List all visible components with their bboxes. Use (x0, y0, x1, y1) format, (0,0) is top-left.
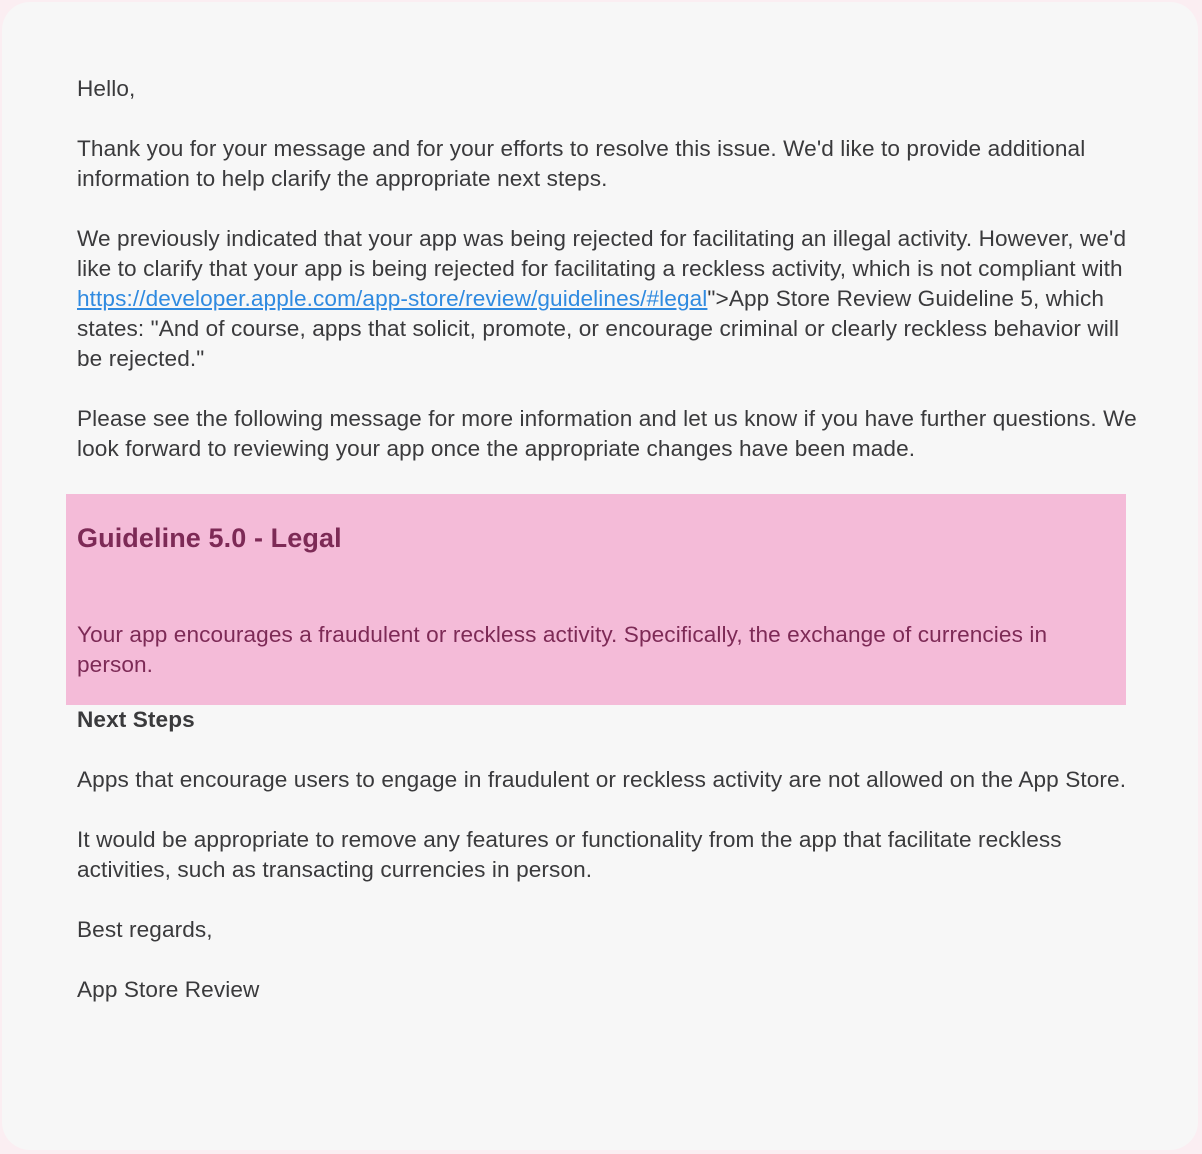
intro-paragraph: Thank you for your message and for your efforts to resolve this issue. We'd like to provide additional information to help clarify the appropriate next steps. (77, 136, 1086, 191)
signature: App Store Review (77, 977, 260, 1002)
guideline-highlight-box (66, 494, 1126, 705)
message-card (2, 2, 1198, 1150)
clarification-text-after-link: ">App Store Review Guideline 5, which states: "And of course, apps that solicit, promote, or encourage criminal or clearly reckless behavior will be rejected." (77, 286, 1120, 371)
next-steps-paragraph-2: It would be appropriate to remove any features or functionality from the app that facilitate reckless activities, such as transacting currencies in person. (77, 827, 1062, 882)
guideline-description: Your app encourages a fraudulent or reckless activity. Specifically, the exchange of currencies in person. (77, 622, 1048, 677)
message-body (77, 74, 1147, 1035)
guideline-title: Guideline 5.0 - Legal (77, 523, 342, 553)
guidelines-link[interactable]: https://developer.apple.com/app-store/review/guidelines/#legal (77, 286, 708, 311)
next-steps-paragraph-1: Apps that encourage users to engage in fraudulent or reckless activity are not allowed on the App Store. (77, 767, 1127, 792)
clarification-paragraph (77, 224, 1147, 374)
followup-paragraph: Please see the following message for more information and let us know if you have further questions. We look forward to reviewing your app once the appropriate changes have been made. (77, 406, 1137, 461)
clarification-text-before-link: We previously indicated that your app was being rejected for facilitating an illegal activity. However, we'd like to clarify that your app is being rejected for facilitating a reckless activity, which is not compliant with (77, 226, 1127, 281)
greeting: Hello, (77, 76, 136, 101)
closing: Best regards, (77, 917, 213, 942)
next-steps-heading: Next Steps (77, 707, 195, 732)
